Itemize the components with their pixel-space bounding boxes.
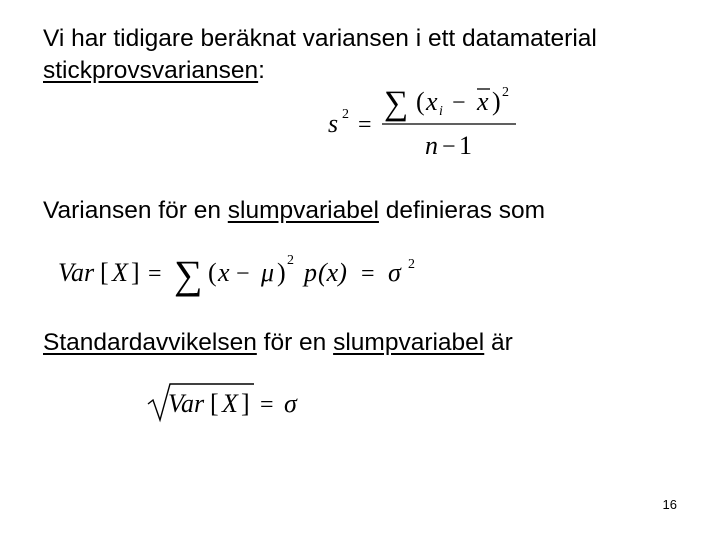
formula-left-bracket: [ [100,258,109,287]
formula-p: p [304,258,317,287]
formula-close-paren: ) [492,87,501,116]
formula-x: x [426,87,438,116]
formula-minus: − [452,90,466,116]
formula-close-paren: ) [277,258,286,287]
formula-X: X [222,389,238,418]
formula-one: 1 [459,131,472,160]
variance-formula [56,244,436,300]
std-heading [43,328,513,358]
intro-text: Vi har tidigare beräknat variansen i ett datamaterial [43,25,597,52]
formula-sum: ∑ [174,252,203,297]
formula-equals: = [148,261,162,287]
formula-open-paren: ( [208,258,217,287]
std-formula [144,378,314,426]
formula-sum: ∑ [384,85,409,122]
formula-exponent: 2 [287,253,294,268]
formula-right-bracket: ] [241,389,250,418]
formula-equals: = [358,112,372,138]
formula-n: n [425,131,438,160]
formula-subscript-i: i [439,104,443,119]
formula-left-bracket: [ [210,389,219,418]
intro-line-1 [43,24,597,54]
std-suffix: är [484,329,513,356]
formula-xbar: x [477,87,489,116]
formula-X: X [112,258,128,287]
variance-suffix: definieras som [378,197,546,224]
page-number: 16 [662,497,677,512]
formula-px: (x) [318,258,347,287]
formula-s: s [328,109,339,138]
formula-open-paren: ( [416,87,425,116]
formula-equals-2: = [361,261,375,287]
formula-mu: μ [261,258,275,287]
intro-colon: : [258,57,265,84]
random-variable-term: slumpvariabel [227,197,379,224]
formula-minus: − [236,261,250,287]
formula-x: x [218,258,230,287]
formula-right-bracket: ] [131,258,140,287]
formula-sigma: σ [388,258,401,287]
formula-sigma: σ [284,389,297,418]
formula-sigma-exponent: 2 [408,257,415,272]
variance-heading [43,196,545,226]
variance-prefix: Variansen för en [43,197,228,224]
formula-numerator-exponent: 2 [502,85,509,100]
formula-s-exponent: 2 [342,107,349,122]
std-term: Standardavvikelsen [43,329,257,356]
formula-equals: = [260,392,274,418]
sample-variance-term: stickprovsvariansen [43,57,259,84]
intro-line-2 [43,56,265,86]
sample-variance-formula [320,80,530,162]
formula-var: Var [58,258,95,287]
formula-denominator-minus: − [442,134,456,160]
std-middle: för en [256,329,334,356]
formula-var: Var [168,389,205,418]
random-variable-term-2: slumpvariabel [333,329,485,356]
